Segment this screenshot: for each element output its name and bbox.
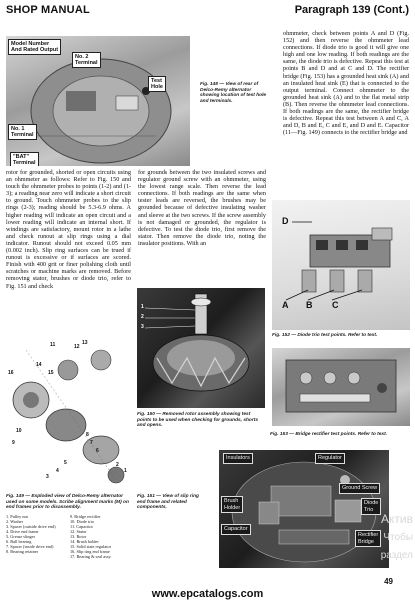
paragraph-ref: Paragraph 139 (Cont.) bbox=[294, 4, 409, 16]
test-point-3: 3 bbox=[141, 324, 144, 330]
callout-6: 6 bbox=[96, 448, 99, 454]
callout-16: 16 bbox=[8, 370, 14, 376]
legend-item: 13. Rotor bbox=[70, 534, 87, 539]
callout-11: 11 bbox=[50, 342, 56, 348]
label-ground-screw: Ground Screw bbox=[339, 483, 380, 494]
callout-15: 15 bbox=[48, 370, 54, 376]
callout-5: 5 bbox=[64, 460, 67, 466]
figure-150-caption: Fig. 150 — Removed rotor assembly showing test points to be used when checking for grounds, shorts and opens. bbox=[137, 412, 258, 429]
legend-item: 10. Diode trio bbox=[70, 519, 94, 524]
activation-watermark-line1: Актив bbox=[381, 512, 413, 526]
figure-153-photo bbox=[272, 348, 410, 426]
callout-9: 9 bbox=[12, 440, 15, 446]
label-brush-holder: Brush Holder bbox=[221, 496, 243, 513]
diode-trio-illustration bbox=[272, 200, 410, 330]
legend-item: 3. Spacer (outside drive end) bbox=[6, 524, 56, 529]
body-text-middle bbox=[138, 169, 266, 247]
test-point-1: 1 bbox=[141, 304, 144, 310]
manual-title: SHOP MANUAL bbox=[6, 4, 90, 16]
legend-item: 2. Washer bbox=[6, 519, 23, 524]
legend-item: 17. Bearing & seal assy. bbox=[70, 554, 112, 559]
label-model-number: Model Number And Rated Output bbox=[8, 39, 61, 55]
legend-item: 14. Brush holder bbox=[70, 539, 99, 544]
legend-item: 8. Bearing retainer bbox=[6, 549, 39, 554]
point-c-label: C bbox=[332, 300, 339, 310]
page-header bbox=[0, 0, 415, 20]
legend-item: 11. Capacitor bbox=[70, 524, 93, 529]
label-no2-terminal: No. 2 Terminal bbox=[72, 52, 101, 68]
legend-item: 4. Drive end frame bbox=[6, 529, 39, 534]
activation-watermark-line2: Чтобы bbox=[383, 532, 413, 543]
callout-14: 14 bbox=[36, 362, 42, 368]
point-b-label: B bbox=[306, 300, 313, 310]
legend-item: 16. Slip ring end frame bbox=[70, 549, 110, 554]
body-text-right-top bbox=[283, 30, 409, 136]
legend-item: 5. Grease slinger bbox=[6, 534, 35, 539]
label-test-hole: Test Hole bbox=[148, 76, 166, 92]
point-d-label: D bbox=[282, 216, 289, 226]
exploded-alternator-illustration bbox=[6, 340, 132, 490]
label-capacitor: Capacitor bbox=[221, 524, 251, 535]
figure-149-legend bbox=[6, 514, 132, 559]
activation-watermark-line3: раздел bbox=[380, 550, 413, 561]
footer-url[interactable]: www.epcatalogs.com bbox=[151, 588, 264, 600]
test-point-2: 2 bbox=[141, 314, 144, 320]
legend-item: 6. Ball bearing bbox=[6, 539, 32, 544]
body-text-left bbox=[6, 169, 131, 290]
legend-item: 12. Stator bbox=[70, 529, 87, 534]
figure-150-photo bbox=[137, 288, 265, 408]
callout-7: 7 bbox=[90, 440, 93, 446]
label-rectifier-bridge: Rectifier Bridge bbox=[355, 530, 381, 547]
figure-151-photo bbox=[219, 450, 389, 568]
callout-1: 1 bbox=[124, 468, 127, 474]
label-insulators: Insulators bbox=[223, 453, 253, 464]
bridge-rectifier-illustration bbox=[272, 348, 410, 426]
figure-149-exploded-view bbox=[6, 340, 132, 490]
callout-12: 12 bbox=[74, 344, 80, 350]
point-a-label: A bbox=[282, 300, 289, 310]
figure-148-photo bbox=[6, 36, 190, 166]
label-no1-terminal: No. 1 Terminal bbox=[8, 124, 37, 140]
legend-item: 1. Pulley nut bbox=[6, 514, 28, 519]
label-bat-terminal: "BAT" Terminal bbox=[10, 152, 39, 166]
callout-3: 3 bbox=[46, 474, 49, 480]
label-diode-trio: Diode Trio bbox=[361, 498, 381, 515]
legend-item: 9. Bridge rectifier bbox=[70, 514, 101, 519]
paragraph: rotor for grounded, shorted or open circuits using an ohmmeter as follows: Refer to Fig. 150 and touch the ohmmeter probes to points (1-2) and (1-3); a reading near zero will indicate a short circuit to ground. Touch ohmmeter probes to the slip rings (2-3); reading should be 5.3-6.9 ohms. A higher reading will indicate an open circuit and a lower reading will indicate an internal short. If windings are satisfactory, mount rotor in a lathe and check runout at slip rings using a dial indicator. Runout should not exceed 0.05 mm (0.002 inch). Slip ring surfaces can be trued if runout is excessive or if surfaces are scored. Finish with 400 grit or finer polishing cloth until scratches or machine marks are removed. Before removing stator, brushes or diode trio, refer to Fig. 151 and check bbox=[6, 169, 131, 290]
page-number: 49 bbox=[384, 577, 393, 586]
paragraph: ohmmeter, check between points A and D (Fig. 152) and then reverse the ohmmeter lead connections. If diode trio is good it will give one high and one low reading. If both readings are the same, the diode trio is defective. Repeat this test at points B and D and at C and D. The rectifier bridge (Fig. 153) has a grounded heat sink (A) and an insulated heat sink (E) that is connected to the output terminal. Connect ohmmeter to the grounded heat sink (A) and to the flat metal strip (B). Then reverse the ohmmeter lead connections. If both readings are the same, the rectifier bridge is defective. Repeat this test between A and C, A and D, B and E, C and E, and D and E. Capacitor (11—Fig. 149) connects to the rectifier bridge and bbox=[283, 30, 409, 137]
rotor-illustration bbox=[137, 288, 265, 408]
callout-13: 13 bbox=[82, 340, 88, 346]
callout-2: 2 bbox=[116, 462, 119, 468]
figure-151-caption: Fig. 151 — View of slip ring end frame and related components. bbox=[137, 494, 199, 511]
callout-10: 10 bbox=[16, 428, 22, 434]
figure-148-caption: Fig. 148 — View of rear of Delco-Remy alternator showing location of test hole and terminals. bbox=[200, 82, 267, 104]
legend-item: 15. Solid state regulator bbox=[70, 544, 112, 549]
label-regulator: Regulator bbox=[315, 453, 345, 464]
paragraph: for grounds between the two insulated screws and regulator ground screw with an ohmmeter, using the lowest range scale. Then reverse the lead connections. If both readings are the same when tester leads are reversed, the brushes may be grounded because of defective insulating washer and sleeve at the two screws. If the screw assembly is not damaged or grounded, the regulator is defective. To test the diode trio, first remove the stator. Then remove the diode trio, noting the insulator positions. With an bbox=[138, 169, 266, 247]
callout-4: 4 bbox=[56, 468, 59, 474]
figure-153-caption: Fig. 153 — Bridge rectifier test points. Refer to text. bbox=[270, 432, 388, 437]
figure-152-caption: Fig. 152 — Diode trio test points. Refer to text. bbox=[272, 333, 378, 338]
callout-8: 8 bbox=[86, 432, 89, 438]
legend-item: 7. Spacer (inside drive end) bbox=[6, 544, 54, 549]
figure-152-photo bbox=[272, 200, 410, 330]
figure-149-caption: Fig. 149 — Exploded view of Delco-Remy alternator used on some models. Scribe alignment marks (M) on end frames prior to disassembly. bbox=[6, 494, 129, 511]
